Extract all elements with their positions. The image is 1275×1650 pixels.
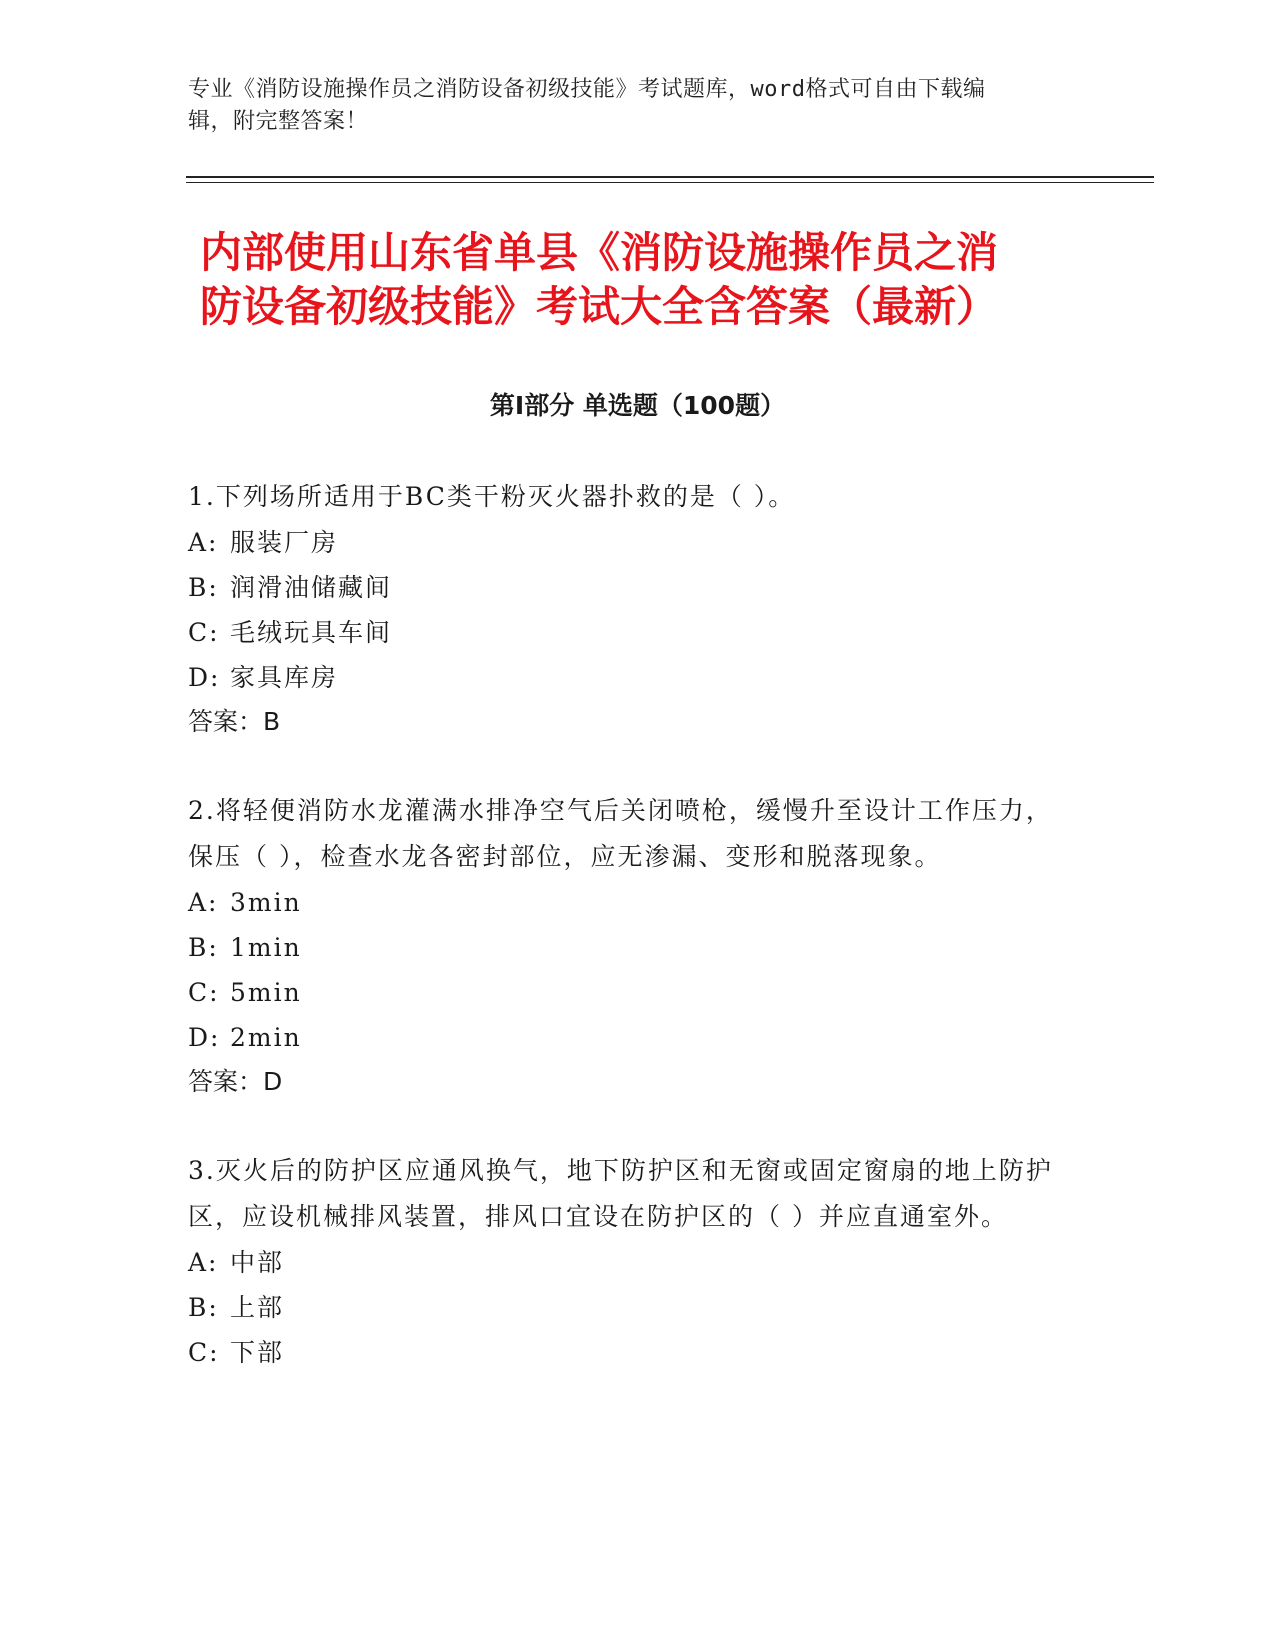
option-text: 毛绒玩具车间 [230, 618, 393, 647]
answer-line: 答案：D [188, 1067, 283, 1096]
option-text: 服装厂房 [230, 528, 339, 557]
question-stem: 1.下列场所适用于BC类干粉灭火器扑救的是（ ）。 [188, 482, 796, 511]
option-text: 上部 [230, 1293, 285, 1322]
option-key: B: [188, 1293, 219, 1322]
option-text: 家具库房 [230, 663, 339, 692]
header-note-line-2: 辑，附完整答案！ [188, 109, 369, 134]
question-stem: 2.将轻便消防水龙灌满水排净空气后关闭喷枪，缓慢升至设计工作压力，保压（ ），检查水龙各密封部位，应无渗漏、变形和脱落现象。 [188, 796, 1053, 871]
question-stem: 3.灭火后的防护区应通风换气，地下防护区和无窗或固定窗扇的地上防护区，应设机械排风装置，排风口宜设在防护区的（ ）并应直通室外。 [188, 1156, 1053, 1231]
option-key: A: [188, 528, 219, 557]
header-divider-thin [186, 182, 1154, 183]
option-text: 中部 [230, 1248, 285, 1277]
header-divider-thick [186, 176, 1154, 178]
option-key: D: [188, 663, 221, 692]
header-note-line-1: 专业《消防设施操作员之消防设备初级技能》考试题库，word格式可自由下载编 [188, 77, 986, 102]
option-key: C: [188, 978, 220, 1007]
option-d [188, 655, 1058, 700]
document-title [200, 226, 1100, 334]
option-b [188, 565, 1058, 610]
option-c [188, 610, 1058, 655]
document-title-line-2: 防设备初级技能》考试大全含答案（最新） [200, 282, 999, 331]
option-text: 3min [230, 888, 302, 917]
header-note [188, 74, 1088, 138]
option-key: C: [188, 618, 220, 647]
option-text: 下部 [230, 1338, 285, 1367]
option-key: D: [188, 1023, 221, 1052]
section-title: 第I部分 单选题（100题） [489, 391, 786, 420]
question-list [188, 474, 1058, 1419]
option-b [188, 925, 1058, 970]
option-text: 1min [230, 933, 302, 962]
option-key: A: [188, 1248, 219, 1277]
option-key: B: [188, 933, 219, 962]
question-1 [188, 474, 1058, 744]
question-2 [188, 788, 1058, 1104]
document-title-line-1: 内部使用山东省单县《消防设施操作员之消 [200, 228, 999, 277]
option-key: C: [188, 1338, 220, 1367]
option-text: 润滑油储藏间 [230, 573, 393, 602]
option-a [188, 1240, 1058, 1285]
option-a [188, 520, 1058, 565]
option-key: A: [188, 888, 219, 917]
answer-line: 答案：B [188, 707, 281, 736]
option-b [188, 1285, 1058, 1330]
option-d [188, 1015, 1058, 1060]
option-text: 5min [230, 978, 302, 1007]
question-3 [188, 1148, 1058, 1375]
option-c [188, 970, 1058, 1015]
option-a [188, 880, 1058, 925]
option-c [188, 1330, 1058, 1375]
option-text: 2min [230, 1023, 302, 1052]
option-key: B: [188, 573, 219, 602]
